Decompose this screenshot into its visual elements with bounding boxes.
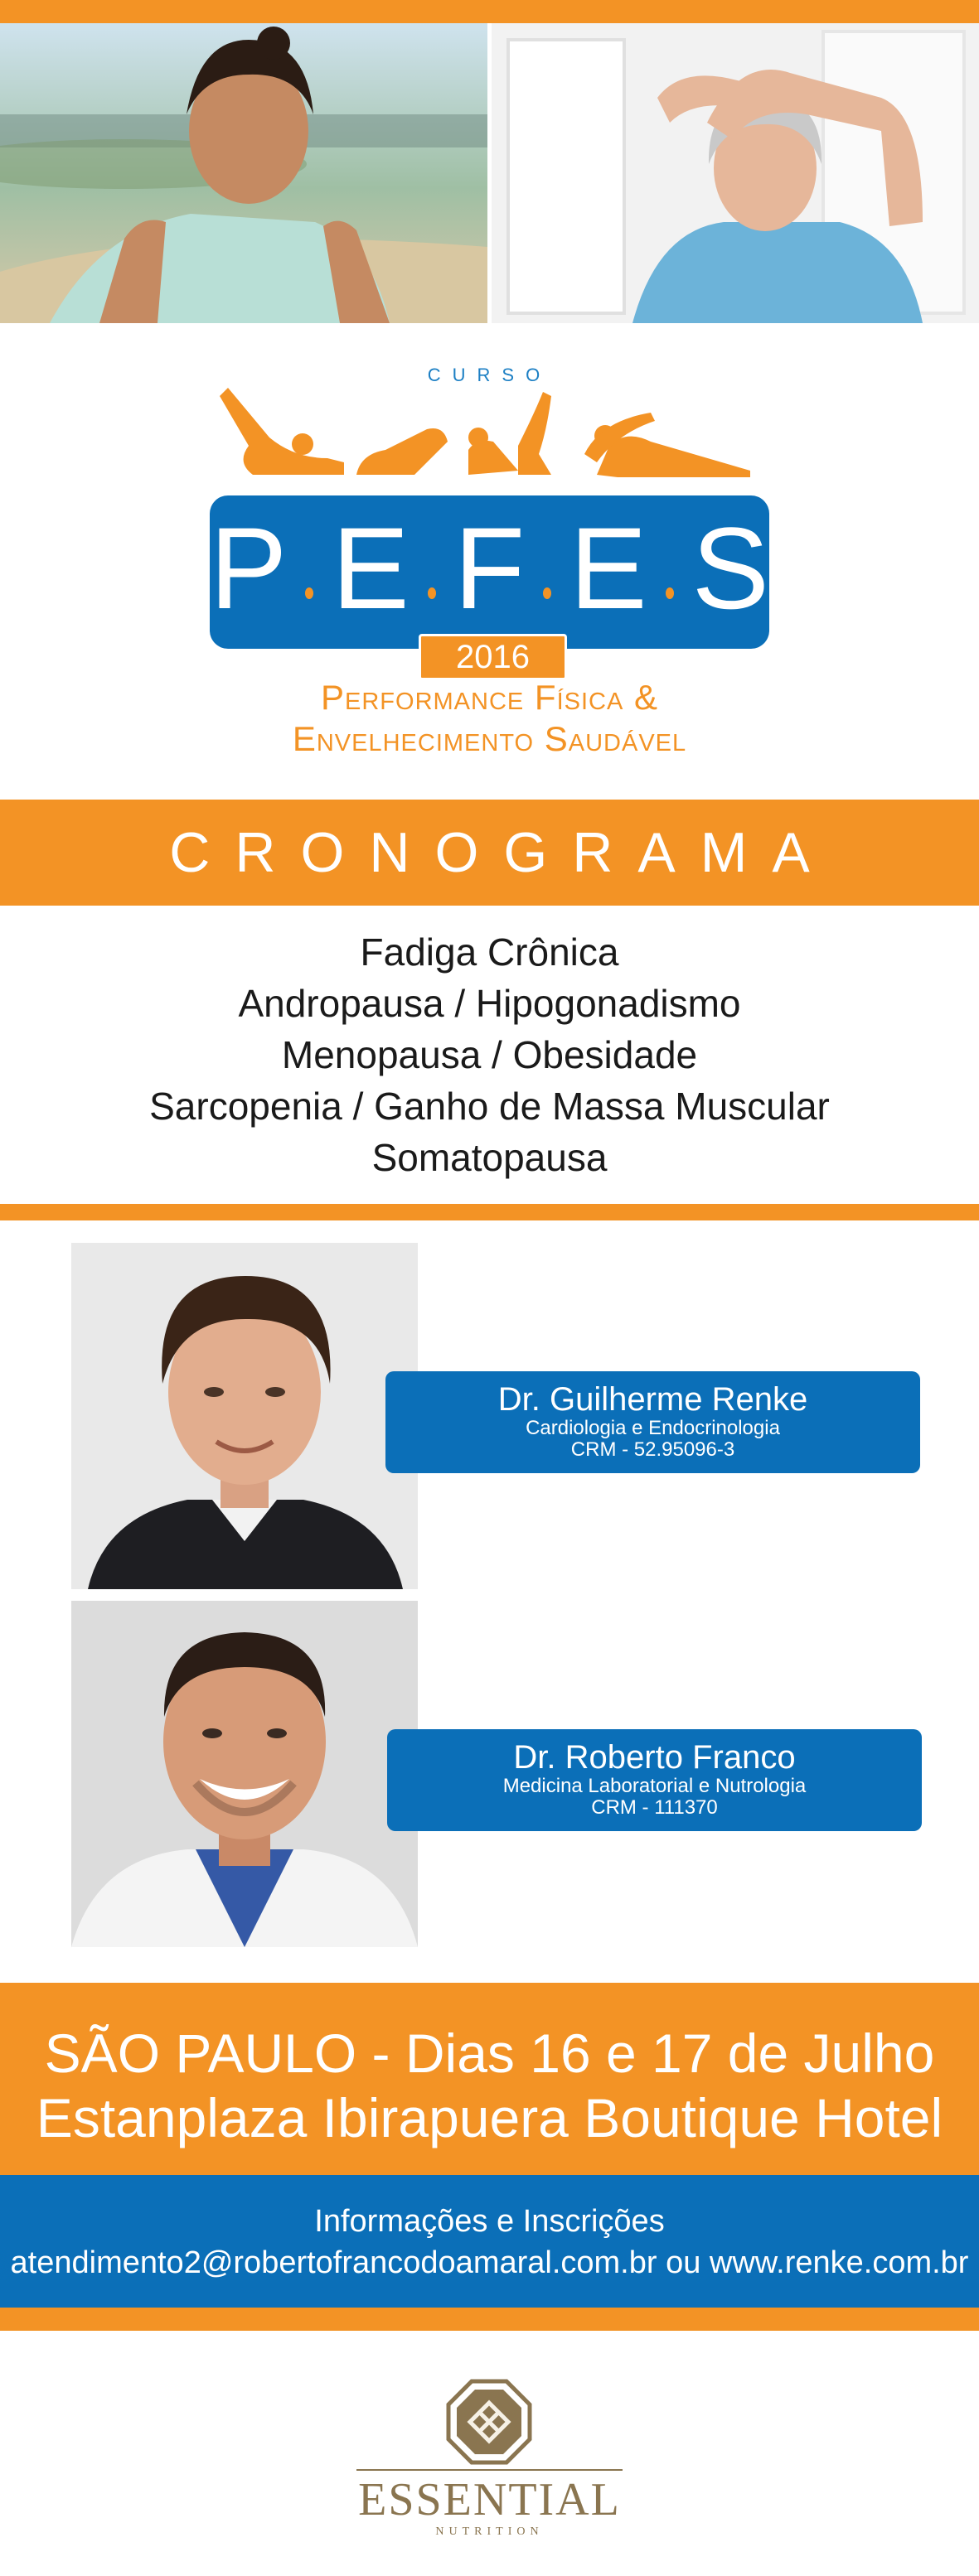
schedule-title: CRONOGRAMA xyxy=(169,821,835,884)
doctor-name: Dr. Roberto Franco xyxy=(513,1739,796,1776)
hero-photo-plank xyxy=(0,23,487,323)
contact-details: atendimento2@robertofrancodoamaral.com.br ou www.renke.com.br xyxy=(10,2245,969,2280)
top-stripe xyxy=(0,0,979,23)
dot-icon xyxy=(666,587,674,599)
doctor-crm: CRM - 52.95096-3 xyxy=(570,1438,735,1461)
doctor-name: Dr. Guilherme Renke xyxy=(497,1381,808,1418)
doctor-card xyxy=(385,1371,920,1473)
logo-letter: E xyxy=(332,503,410,633)
doctor-crm: CRM - 111370 xyxy=(591,1796,718,1819)
logo-letter: E xyxy=(569,503,647,633)
doctor-specialty: Cardiologia e Endocrinologia xyxy=(526,1417,780,1439)
course-kicker: CURSO xyxy=(427,365,552,385)
topic-item: Sarcopenia / Ganho de Massa Muscular xyxy=(149,1085,830,1128)
topic-item: Andropausa / Hipogonadismo xyxy=(238,982,741,1025)
doctor-card xyxy=(387,1729,922,1831)
hero-photo-stretch xyxy=(492,23,979,323)
doctor-photo xyxy=(71,1243,418,1589)
dot-icon xyxy=(543,587,551,599)
contact-band xyxy=(0,2175,979,2308)
essential-emblem-icon xyxy=(445,2378,533,2466)
exercise-silhouettes-icon xyxy=(220,379,758,483)
year-badge: 2016 xyxy=(419,634,567,680)
dot-icon xyxy=(428,587,436,599)
event-venue-line: Estanplaza Ibirapuera Boutique Hotel xyxy=(36,2087,943,2148)
doctor-specialty: Medicina Laboratorial e Nutrologia xyxy=(502,1775,807,1797)
event-date-line: SÃO PAULO - Dias 16 e 17 de Julho xyxy=(44,2023,935,2084)
doctor-photo xyxy=(71,1601,418,1947)
sponsor-name: ESSENTIAL xyxy=(358,2474,621,2525)
brand-rule xyxy=(356,2469,623,2471)
divider-stripe xyxy=(0,1204,979,1220)
logo-subtitle-line1: Performance Física & xyxy=(321,678,658,717)
logo-subtitle-line2: Envelhecimento Saudável xyxy=(292,719,687,758)
logo-letter: P xyxy=(210,503,288,633)
logo-letter: S xyxy=(691,503,769,633)
pefes-wordmark xyxy=(210,502,769,635)
topic-item: Fadiga Crônica xyxy=(360,930,619,974)
topic-list xyxy=(0,926,979,1183)
sponsor-tagline: NUTRITION xyxy=(435,2525,544,2538)
contact-heading: Informações e Inscrições xyxy=(314,2204,665,2239)
topic-item: Menopausa / Obesidade xyxy=(281,1033,698,1076)
topic-item: Somatopausa xyxy=(371,1136,608,1179)
logo-letter: F xyxy=(453,503,526,633)
divider-stripe xyxy=(0,2308,979,2331)
dot-icon xyxy=(305,587,313,599)
